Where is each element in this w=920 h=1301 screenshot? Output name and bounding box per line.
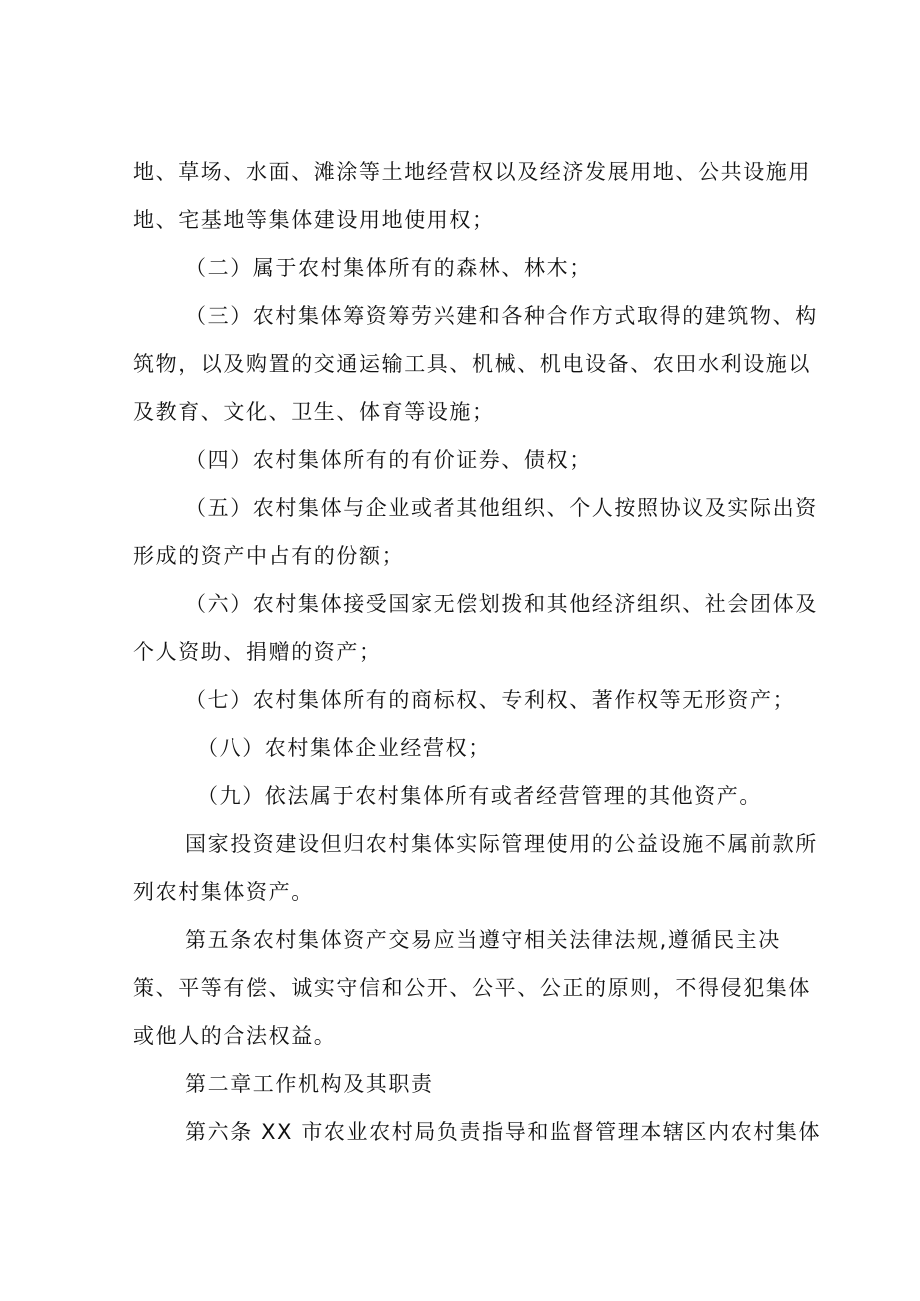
list-item-8: （八）农村集体企业经营权； xyxy=(197,736,491,760)
article-5-line: 第五条农村集体资产交易应当遵守相关法律法规,遵循民主决 xyxy=(185,928,781,952)
list-item-6: （六）农村集体接受国家无偿划拨和其他经济组织、社会团体及 xyxy=(185,592,818,616)
text-line: 形成的资产中占有的份额； xyxy=(133,544,405,568)
text-line: 筑物，以及购置的交通运输工具、机械、机电设备、农田水利设施以 xyxy=(133,352,811,376)
list-item-5: （五）农村集体与企业或者其他组织、个人按照协议及实际出资 xyxy=(185,496,818,520)
article-6-line: 第六条 XX 市农业农村局负责指导和监督管理本辖区内农村集体 xyxy=(185,1120,822,1144)
text-line: 地、草场、水面、滩涂等土地经营权以及经济发展用地、公共设施用 xyxy=(133,160,811,184)
text-line: 及教育、文化、卫生、体育等设施； xyxy=(133,400,495,424)
paragraph-line: 国家投资建设但归农村集体实际管理使用的公益设施不属前款所 xyxy=(185,832,818,856)
text-line: 个人资助、捐赠的资产； xyxy=(133,640,382,664)
list-item-2: （二）属于农村集体所有的森林、林木； xyxy=(185,256,592,280)
chapter-heading: 第二章工作机构及其职责 xyxy=(185,1072,434,1096)
text-line: 地、宅基地等集体建设用地使用权； xyxy=(133,208,495,232)
list-item-3: （三）农村集体筹资筹劳兴建和各种合作方式取得的建筑物、构 xyxy=(185,304,818,328)
list-item-7: （七）农村集体所有的商标权、专利权、著作权等无形资产； xyxy=(185,688,796,712)
text-line: 或他人的合法权益。 xyxy=(133,1024,337,1048)
text-line: 策、平等有偿、诚实守信和公开、公平、公正的原则，不得侵犯集体 xyxy=(133,976,811,1000)
list-item-4: （四）农村集体所有的有价证券、债权； xyxy=(185,448,592,472)
text-line: 列农村集体资产。 xyxy=(133,880,314,904)
list-item-9: （九）依法属于农村集体所有或者经营管理的其他资产。 xyxy=(197,784,762,808)
